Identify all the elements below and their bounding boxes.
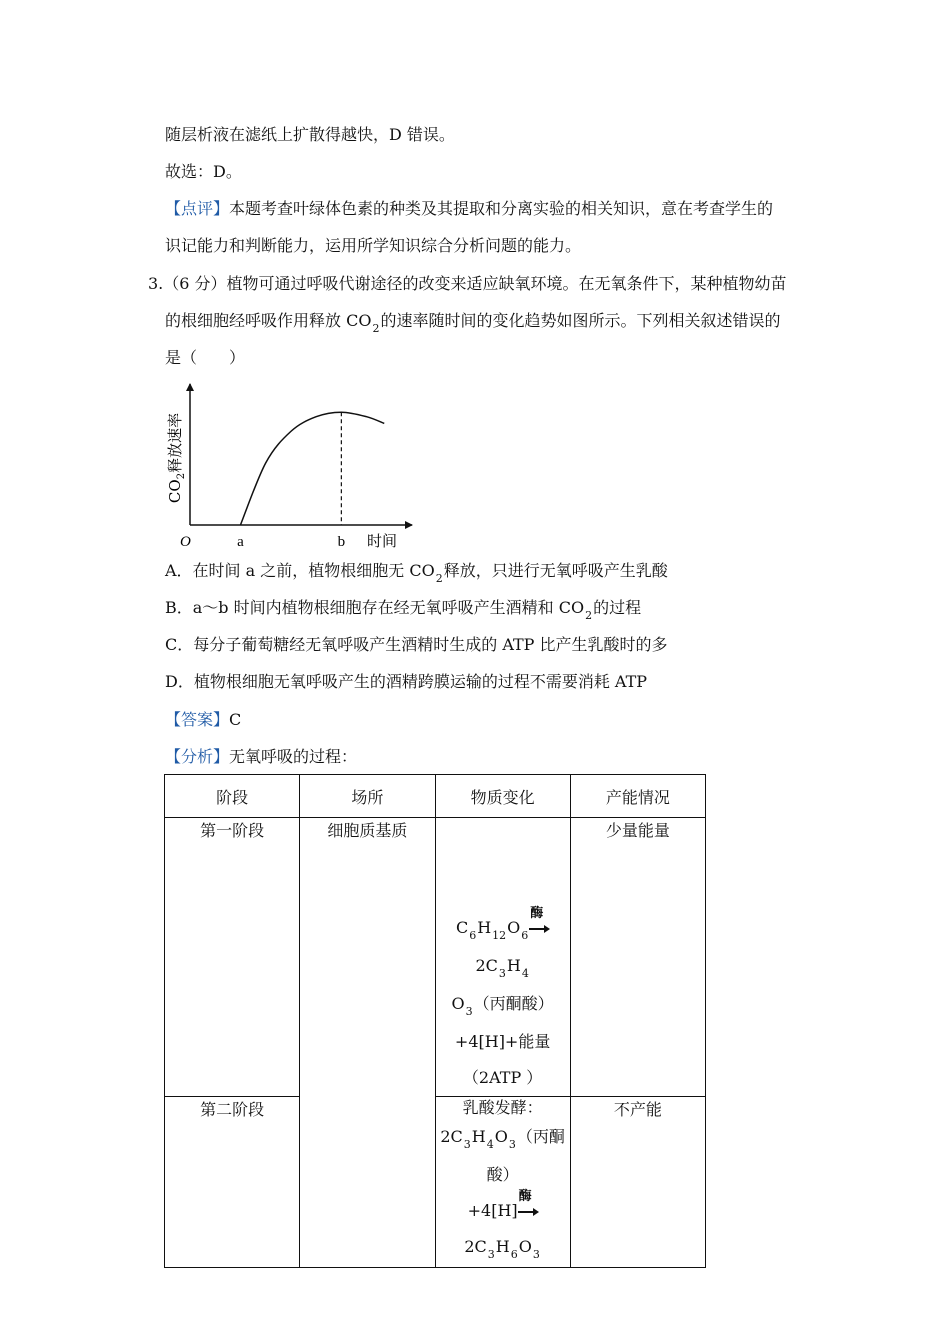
eq2-line-2: $2C_3H_4O_3$（丙酮酸） bbox=[440, 1127, 565, 1184]
question-text-b: 的速率随时间的变化趋势如图所示。下列相关叙述错误的 bbox=[380, 311, 781, 330]
eq1-line-4: （2ATP ） bbox=[462, 1068, 543, 1087]
header-place: 场所 bbox=[300, 775, 435, 818]
tick-label-a: a bbox=[237, 534, 244, 550]
y-label-co: CO bbox=[166, 479, 184, 504]
option-a bbox=[165, 560, 668, 584]
eq1-line-1: $C_6H_{12}O_6$ 酶 $2C_3H_4$ bbox=[436, 910, 570, 986]
option-b bbox=[165, 597, 641, 621]
option-b-sub: 2 bbox=[585, 609, 593, 622]
comment-line-2: 识记能力和判断能力，运用所学知识综合分析问题的能力。 bbox=[165, 236, 582, 255]
table-header-row bbox=[165, 775, 706, 818]
comment-text-1: 本题考查叶绿体色素的种类及其提取和分离实验的相关知识，意在考查学生的 bbox=[229, 199, 774, 218]
option-c: C．每分子葡萄糖经无氧呼吸产生酒精时生成的 ATP 比产生乳酸时的多 bbox=[165, 635, 668, 654]
intro-line-1: 随层析液在滤纸上扩散得越快，D 错误。 bbox=[165, 125, 455, 144]
question-line-1: 3.（6 分）植物可通过呼吸代谢途径的改变来适应缺氧环境。在无氧条件下，某种植物幼苗 bbox=[148, 274, 787, 293]
eq2-line-3: +4[H] 酶 $2C_3H_6O_3$ bbox=[464, 1189, 540, 1261]
header-stage: 阶段 bbox=[165, 775, 300, 818]
y-label-rest: 释放速率 bbox=[166, 412, 184, 473]
row1-change bbox=[435, 818, 570, 1097]
analysis-tag: 【分析】 bbox=[165, 747, 230, 766]
analysis-text: 无氧呼吸的过程： bbox=[229, 747, 358, 766]
question-line-2 bbox=[165, 310, 780, 334]
header-change: 物质变化 bbox=[435, 775, 570, 818]
x-axis-label: 时间 bbox=[366, 532, 398, 550]
question-sub: 2 bbox=[372, 322, 380, 335]
question-text-a: 的根细胞经呼吸作用释放 CO bbox=[165, 311, 372, 330]
table-row bbox=[165, 818, 706, 1097]
origin-label: O bbox=[180, 534, 191, 550]
question-line-3: 是（ ） bbox=[165, 348, 246, 367]
y-axis-label bbox=[166, 413, 187, 503]
row2-stage: 第二阶段 bbox=[165, 1097, 300, 1268]
answer-value: C bbox=[229, 710, 242, 729]
eq1-line-2: $O_3$（丙酮酸） bbox=[451, 994, 554, 1018]
eq1-line-3: +4[H]+能量 bbox=[454, 1032, 551, 1051]
row1-place: 细胞质基质 bbox=[300, 818, 435, 1268]
row1-stage: 第一阶段 bbox=[165, 818, 300, 1097]
eq2-line-1: 乳酸发酵： bbox=[462, 1098, 543, 1117]
row2-change bbox=[435, 1097, 570, 1268]
answer-tag: 【答案】 bbox=[165, 710, 230, 729]
co2-curve bbox=[240, 412, 384, 525]
comment-line-1 bbox=[165, 198, 773, 220]
co2-release-chart bbox=[160, 378, 420, 558]
enzyme-arrow: 酶 bbox=[529, 919, 549, 933]
option-d: D．植物根细胞无氧呼吸产生的酒精跨膜运输的过程不需要消耗 ATP bbox=[165, 672, 648, 691]
option-a-sub: 2 bbox=[435, 572, 443, 585]
option-b-text-2: 的过程 bbox=[593, 598, 642, 617]
comment-tag: 【点评】 bbox=[165, 199, 230, 218]
respiration-table bbox=[164, 774, 706, 1268]
table-row bbox=[165, 1097, 706, 1268]
option-a-text-1: A．在时间 a 之前，植物根细胞无 CO bbox=[165, 561, 435, 580]
y-label-sub: 2 bbox=[176, 472, 187, 480]
enzyme-arrow: 酶 bbox=[518, 1202, 538, 1216]
option-b-text-1: B．a～b 时间内植物根细胞存在经无氧呼吸产生酒精和 CO bbox=[165, 598, 585, 617]
option-a-text-2: 释放，只进行无氧呼吸产生乳酸 bbox=[443, 561, 668, 580]
tick-label-b: b bbox=[337, 534, 346, 550]
intro-line-2: 故选：D。 bbox=[165, 162, 242, 181]
header-energy: 产能情况 bbox=[570, 775, 705, 818]
answer-line bbox=[165, 709, 241, 731]
row1-energy: 少量能量 bbox=[570, 818, 705, 1097]
analysis-line bbox=[165, 746, 357, 768]
row2-energy: 不产能 bbox=[570, 1097, 705, 1268]
